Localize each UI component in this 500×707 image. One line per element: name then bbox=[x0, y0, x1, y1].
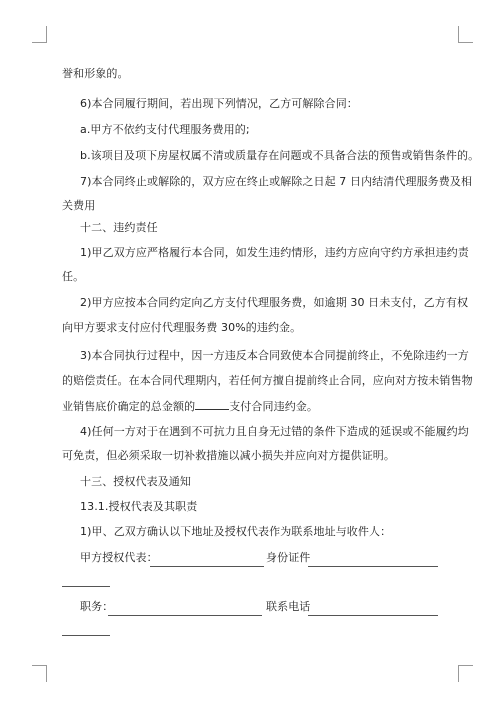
id-document-field-continued[interactable] bbox=[62, 586, 110, 587]
text-line-13: 的赔偿责任。在本合同代理期内，若任何方擅自提前终止合同，应向对方按未销售物 bbox=[62, 374, 473, 387]
text-line-2: 6)本合同履行期间，若出现下列情况，乙方可解除合同： bbox=[80, 97, 358, 110]
id-document-label: 身份证件 bbox=[266, 551, 311, 564]
crop-mark-top-right bbox=[458, 26, 473, 43]
phone-label: 联系电话 bbox=[266, 600, 311, 613]
text-line-14 bbox=[62, 398, 318, 414]
text-line-14-start: 业销售底价确定的总金额的 bbox=[62, 400, 196, 413]
text-line-6: 关费用 bbox=[62, 199, 96, 212]
section-heading-12: 十二、违约责任 bbox=[80, 221, 158, 234]
text-line-16: 可免责，但必须采取一切补救措施以减小损失并应向对方提供证明。 bbox=[62, 449, 395, 462]
text-line-4: b.该项目及项下房屋权属不清或质量存在问题或不具备合法的预售或销售条件的。 bbox=[80, 149, 480, 162]
text-line-8: 1)甲乙双方应严格履行本合同，如发生违约情形，违约方应向守约方承担违约责 bbox=[80, 246, 469, 259]
phone-field-continued[interactable] bbox=[62, 635, 110, 636]
position-field[interactable] bbox=[108, 615, 262, 616]
text-line-5: 7)本合同终止或解除的，双方应在终止或解除之日起 7 日内结清代理服务费及相 bbox=[80, 175, 473, 188]
section-heading-13: 十三、授权代表及通知 bbox=[80, 475, 191, 488]
text-line-15: 4)任何一方对于在遇到不可抗力且自身无过错的条件下造成的延误或不能履约均 bbox=[80, 425, 469, 438]
party-a-representative-label: 甲方授权代表： bbox=[80, 551, 158, 564]
text-line-1: 誉和形象的。 bbox=[62, 67, 129, 80]
text-line-19: 1)甲、乙双方确认以下地址及授权代表作为联系地址与收件人： bbox=[80, 525, 392, 538]
text-line-12: 3)本合同执行过程中，因一方违反本合同致使本合同提前终止，不免除违约一方 bbox=[80, 349, 469, 362]
crop-mark-bottom-left bbox=[32, 665, 47, 682]
text-line-11: 向甲方要求支付应付代理服务费 30%的违约金。 bbox=[62, 321, 302, 334]
crop-mark-bottom-right bbox=[458, 665, 473, 682]
id-document-field[interactable] bbox=[308, 566, 438, 567]
text-line-10: 2)甲方应按本合同约定向乙方支付代理服务费，如逾期 30 日未支付，乙方有权 bbox=[80, 296, 469, 309]
phone-field[interactable] bbox=[308, 615, 438, 616]
crop-mark-top-left bbox=[32, 26, 47, 43]
subsection-heading-13-1: 13.1.授权代表及其职责 bbox=[80, 500, 198, 513]
text-line-9: 任。 bbox=[62, 270, 85, 283]
text-line-3: a.甲方不依约支付代理服务费用的; bbox=[80, 123, 250, 136]
text-line-14-end: 支付合同违约金。 bbox=[229, 400, 319, 413]
position-label: 职务： bbox=[80, 600, 114, 613]
amount-blank[interactable] bbox=[195, 398, 229, 410]
party-a-representative-field[interactable] bbox=[150, 566, 264, 567]
